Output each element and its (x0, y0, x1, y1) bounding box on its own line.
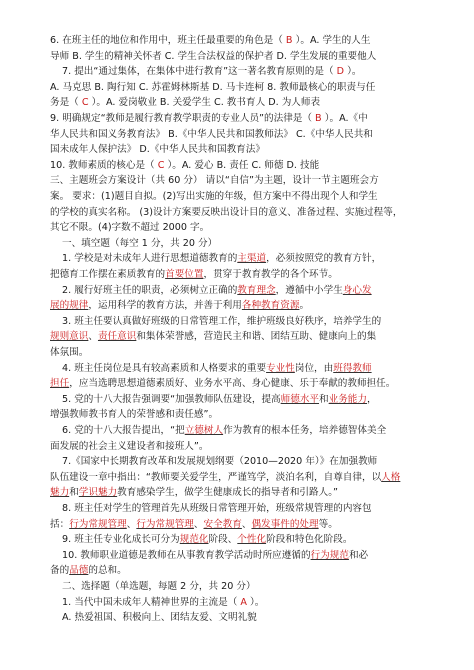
text-line (0, 549, 474, 563)
answer-text: 展的规律 (50, 300, 89, 312)
line-text: 、 (193, 518, 204, 530)
text-line (0, 455, 474, 469)
line-text: ）。 (246, 596, 265, 608)
answer-text: C (157, 159, 165, 171)
line-text: 等。 (318, 518, 338, 530)
line-text: 三、主题班会方案设计（共 60 分） 请以“自信”为主题，设计一节主题班会方 (50, 175, 379, 187)
text-line (0, 377, 474, 391)
text-line (0, 299, 474, 313)
answer-text: 人格 (381, 471, 401, 483)
line-text: 。 (299, 300, 310, 312)
text-line (0, 580, 474, 594)
answer-text: 品德 (69, 565, 89, 577)
line-text: 把德育工作摆在素质教育的 (50, 269, 166, 280)
text-line (0, 252, 474, 266)
answer-text: 教育理念 (237, 284, 276, 296)
text-line (0, 284, 474, 298)
text-line (0, 362, 474, 376)
line-text: 队伍建设一章中指出：“教师要关爱学生，严谨笃学，淡泊名利，自尊自律，以 (50, 471, 382, 483)
line-text: 10. 教师职业道德是教师在从事教育教学活动时所应遵循的 (62, 549, 311, 561)
text-line (0, 34, 474, 48)
text-line (0, 174, 474, 188)
line-text: 9. 明确规定“教师是履行教育教学职责的专业人员”的法律是（ (50, 113, 316, 124)
answer-text: 安全教育 (203, 518, 242, 530)
text-line (0, 533, 474, 547)
answer-text: 立德树人 (184, 425, 224, 436)
answer-text: 师德水平 (280, 393, 320, 405)
line-text: 和必 (348, 549, 369, 561)
line-text: 导师 B. 学生的精神关怀者 C. 学生合法权益的保护者 D. 学生发展的重要他人 (50, 50, 377, 62)
answer-text: D (336, 66, 345, 78)
text-line (0, 518, 474, 532)
text-line (0, 190, 474, 204)
text-line (0, 393, 474, 407)
line-text: 和集体荣誉感，营造民主和谐、团结互助、健康向上的集 (136, 331, 377, 343)
line-text: 4. 班主任岗位是具有较高素质和人格要求的重要 (62, 362, 267, 374)
line-text: ）。 (344, 66, 362, 78)
answer-text: 责任意识 (97, 331, 137, 343)
line-text: ）。A. 爱岗敬业 B. 关爱学生 C. 教书育人 D. 为人师表 (88, 97, 321, 109)
answer-text: C (81, 97, 89, 109)
text-line (0, 315, 474, 329)
line-text: 阶段和特色化阶段。 (266, 534, 353, 546)
line-text: 10. 教师素质的核心是（ (50, 159, 158, 171)
line-text: 一、填空题（每空 1 分，共 20 分） (62, 237, 218, 249)
text-line (0, 143, 474, 157)
answer-text: 行为常规管理 (136, 518, 194, 530)
line-text: ）。A. 学生的人生 (292, 35, 371, 46)
line-text: 增强教师教书育人的荣誉感和责任感”。 (50, 409, 219, 421)
answer-text: 学识魅力 (78, 487, 118, 499)
text-line (0, 564, 474, 578)
text-line (0, 502, 474, 516)
line-text: 案。 要求：(1)题目自拟。(2)写出实施的年级，但方案中不得出现个人和学生 (50, 191, 378, 202)
line-text: 1. 学校是对未成年人进行思想道德教育的 (62, 253, 238, 265)
answer-text: 主渠道 (237, 253, 267, 265)
line-text: A. 马克思 B. 陶行知 C. 苏霍姆林斯基 D. 马卡连柯 8. 教师最核心的职责与任 (50, 81, 376, 93)
line-text: ， (367, 393, 377, 405)
line-text: 教育感染学生，做学生健康成长的指导者和引路人。” (117, 487, 338, 499)
text-line (0, 65, 474, 79)
text-line (0, 112, 474, 126)
line-text: 其它不限。(4)字数不超过 2000 字。 (50, 222, 210, 234)
answer-text: 行为规范 (310, 549, 349, 561)
answer-text: 规则意识 (50, 331, 89, 343)
line-text: 7.《国家中长期教育改革和发展规划纲要（2010—2020 年）》在加强教师 (62, 456, 378, 468)
line-text: 岗位，由 (294, 362, 334, 374)
line-text: 2. 履行好班主任的职责，必须树立正确的 (62, 284, 238, 296)
answer-text: 个性化 (237, 534, 267, 546)
line-text: 5. 党的十八大报告强调要“加强教师队伍建设，提高 (62, 393, 281, 405)
answer-text: 首要位置 (165, 269, 204, 280)
line-text: 6. 党的十八大报告提出，“把 (62, 425, 185, 436)
answer-text: 业务能力 (328, 393, 367, 405)
line-text: 的学校的真实名称。 (3)设计方案要反映出设计目的意义、准备过程、实施过程等， (50, 206, 403, 218)
line-text: 的总和。 (88, 565, 127, 577)
answer-text: 魅力 (50, 487, 70, 499)
answer-text: 偶发事件的处理 (251, 518, 319, 530)
text-line (0, 330, 474, 344)
line-text: 、 (241, 518, 252, 530)
line-text: ，必须按照党的教育方针， (266, 253, 382, 265)
line-text: 备的 (50, 565, 70, 577)
line-text: 作为教育的根本任务，培养德智体美全 (223, 425, 387, 436)
line-text: 和 (319, 393, 329, 405)
answer-text: 规范化 (179, 534, 209, 546)
line-text: 和 (69, 487, 79, 499)
answer-text: B (285, 35, 293, 46)
line-text: ，应当选聘思想道德素质好、业务水平高、身心健康、乐于奉献的教师担任。 (69, 378, 396, 390)
line-text: 、 (88, 331, 98, 343)
answer-text: 担任 (50, 378, 70, 390)
line-text: ）。A. 爱心 B. 责任 C. 师德 D. 技能 (164, 159, 320, 171)
text-line (0, 268, 474, 282)
text-line (0, 486, 474, 500)
line-text: 国未成年人保护法》 D.《中华人民共和国教育法》 (50, 144, 265, 156)
answer-text: 班得教师 (333, 362, 372, 374)
text-line (0, 424, 474, 438)
text-line (0, 128, 474, 142)
line-text: 二、选择题（单选题，每题 2 分，共 20 分） (62, 581, 256, 592)
line-text: 华人民共和国义务教育法》 B.《中华人民共和国教师法》 C.《中华人民共和 (50, 128, 373, 140)
line-text: 体氛围。 (50, 347, 89, 358)
line-text: 1. 当代中国未成年人精神世界的主流是（ (62, 596, 241, 608)
line-text: 务是（ (50, 97, 82, 109)
line-text: 括： (50, 518, 70, 530)
text-line (0, 221, 474, 235)
text-line (0, 611, 474, 625)
line-text: 6. 在班主任的地位和作用中，班主任最重要的角色是（ (50, 35, 286, 46)
line-text: A. 热爱祖国、积极向上、团结友爱、文明礼貌 (62, 612, 257, 624)
answer-text: 身心发 (342, 284, 372, 296)
text-line (0, 96, 474, 110)
text-line (0, 237, 474, 251)
line-text: ，贯穿于教育教学的各个环节。 (203, 269, 338, 280)
line-text: 、 (126, 518, 137, 530)
text-line (0, 206, 474, 220)
text-line (0, 471, 474, 485)
line-text: 阶段、 (208, 534, 238, 546)
text-line (0, 346, 474, 360)
text-line (0, 81, 474, 95)
answer-text: 各种教育资源 (241, 300, 300, 312)
line-text: ，运用科学的教育方法，并善于利用 (88, 300, 242, 312)
answer-text: B (315, 113, 322, 124)
line-text: ）。A.《中 (321, 113, 368, 124)
text-line (0, 440, 474, 454)
line-text: 7. 提出“通过集体，在集体中进行教育”这一著名教育原则的是（ (62, 66, 337, 78)
text-line (0, 159, 474, 173)
text-line (0, 50, 474, 64)
line-text: 9. 班主任专业化成长可分为 (62, 534, 180, 546)
answer-text: A (240, 596, 247, 608)
line-text: 面发展的社会主义建设者和接班人”。 (50, 440, 209, 452)
text-line (0, 408, 474, 422)
answer-text: 行为常规管理 (69, 518, 127, 530)
text-line (0, 596, 474, 610)
line-text: 8. 班主任对学生的管理首先从班级日常管理开始，班级常规管理的内容包 (62, 503, 372, 514)
answer-text: 专业性 (266, 362, 295, 374)
line-text: ，遵循中小学生 (275, 284, 343, 296)
line-text: 3. 班主任要认真做好班级的日常管理工作，维护班级良好秩序，培养学生的 (62, 315, 382, 327)
